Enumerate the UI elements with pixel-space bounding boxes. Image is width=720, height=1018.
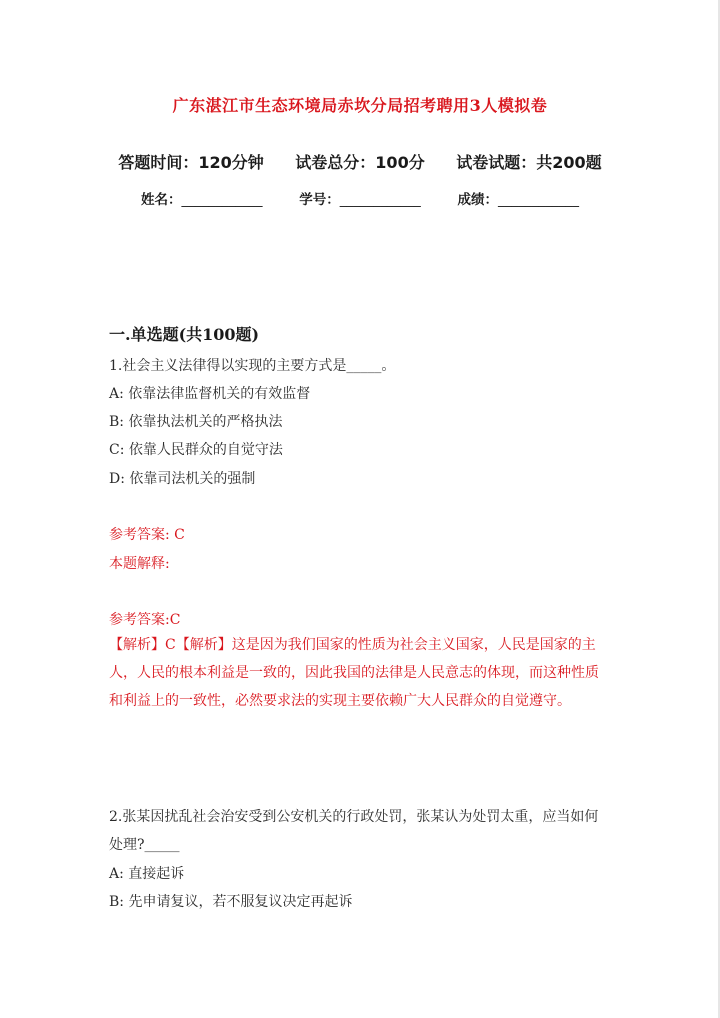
option-b: B: 先申请复议，若不服复议决定再起诉 [109,894,353,910]
reference-answer-repeat: 参考答案:C [109,612,181,628]
section-title: 一.单选题(共100题) [109,325,260,344]
explanation-label: 本题解释: [109,556,170,572]
student-fields [0,188,720,208]
grade-label: 成绩： [457,192,498,208]
student-id-label: 学号： [299,192,340,208]
option-a: A: 直接起诉 [109,866,185,882]
document-title: 广东湛江市生态环境局赤坎分局招考聘用3人模拟卷 [172,96,548,115]
exam-question-count: 试卷试题：共200题 [456,153,602,172]
exam-meta [0,150,720,173]
exam-total-score: 试卷总分：100分 [295,153,425,172]
question-stem: 2.张某因扰乱社会治安受到公安机关的行政处罚，张某认为处罚太重，应当如何处理?_____ [109,809,599,853]
name-field [141,192,263,208]
question-stem: 1.社会主义法律得以实现的主要方式是_____。 [109,358,396,374]
grade-blank: ____________ [497,192,579,208]
exam-time: 答题时间：120分钟 [118,153,264,172]
name-blank: ____________ [181,192,263,208]
grade-field [457,192,579,208]
reference-answer: 参考答案: C [109,527,185,543]
option-c: C: 依靠人民群众的自觉守法 [109,442,283,458]
student-id-field [299,192,421,208]
student-id-blank: ____________ [339,192,421,208]
answer-analysis: 【解析】C【解析】这是因为我们国家的性质为社会主义国家，人民是国家的主人，人民的根本利益是一致的，因此我国的法律是人民意志的体现，而这种性质和利益上的一致性，必然要求法的实现主要依赖广大人民群众的自觉遵守。 [109,637,599,709]
name-label: 姓名： [141,192,182,208]
option-a: A: 依靠法律监督机关的有效监督 [109,386,311,402]
option-d: D: 依靠司法机关的强制 [109,471,256,487]
option-b: B: 依靠执法机关的严格执法 [109,414,283,430]
